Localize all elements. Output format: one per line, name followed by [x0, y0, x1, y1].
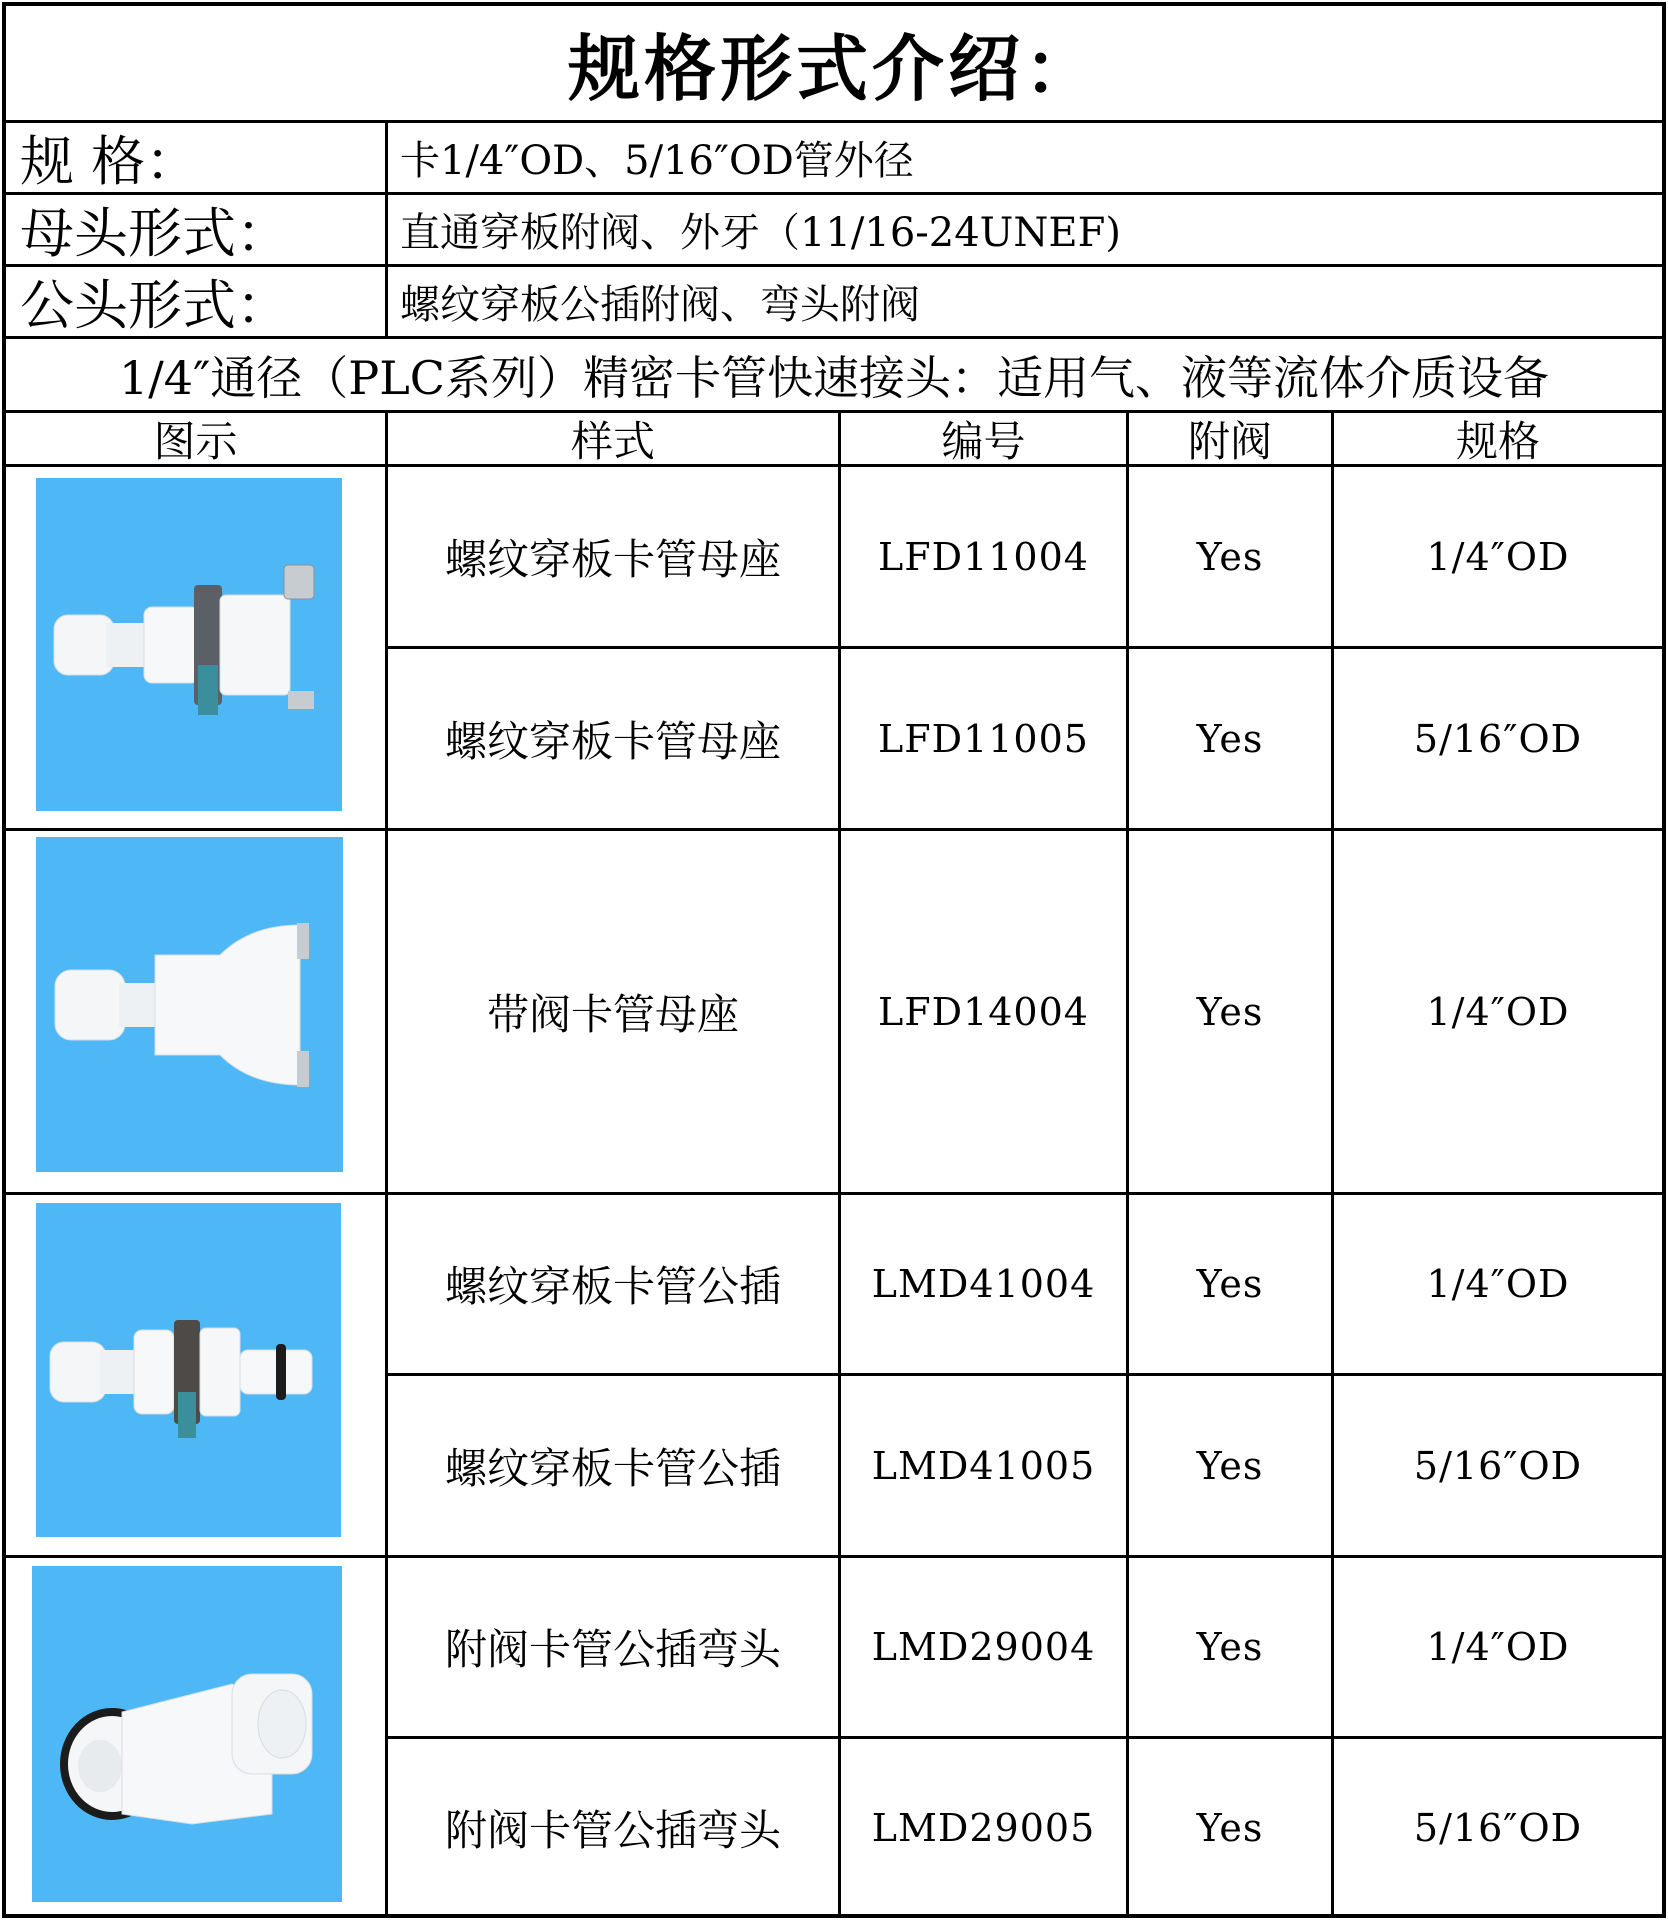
- table-row-code: LMD41004: [871, 1262, 1096, 1306]
- table-row-spec: 5/16″OD: [1413, 1805, 1583, 1850]
- spec-value-size: 卡1/4″OD、5/16″OD管外径: [400, 138, 914, 184]
- table-row-spec: 1/4″OD: [1426, 1625, 1570, 1669]
- column-header-code: 编号: [941, 416, 1026, 464]
- spec-label-size: 规 格：: [20, 130, 200, 192]
- spec-value-female: 直通穿板附阀、外牙（11/16-24UNEF): [400, 210, 1121, 256]
- table-row-style: 附阀卡管公插弯头: [444, 1805, 781, 1855]
- table-row-spec: 1/4″OD: [1426, 534, 1570, 579]
- bulkhead-plug-body-icon: [44, 1280, 334, 1460]
- table-row-style: 带阀卡管母座: [486, 989, 739, 1039]
- spec-value-male: 螺纹穿板公插附阀、弯头附阀: [400, 282, 920, 328]
- table-row-style: 螺纹穿板卡管公插: [444, 1262, 781, 1311]
- product-photo-male-bulkhead: [36, 1203, 341, 1537]
- table-row-code: LFD14004: [878, 989, 1089, 1034]
- table-row-valve: Yes: [1196, 534, 1264, 579]
- table-row-style: 螺纹穿板卡管公插: [444, 1443, 781, 1493]
- table-row-valve: Yes: [1196, 1625, 1264, 1669]
- product-photo-female-bulkhead: [36, 478, 342, 811]
- spec-label-female: 母头形式：: [20, 202, 290, 264]
- table-row-spec: 5/16″OD: [1413, 1443, 1583, 1488]
- table-row-code: LMD29004: [871, 1625, 1096, 1669]
- table-row-style: 附阀卡管公插弯头: [444, 1625, 781, 1674]
- product-photo-valved-female: [36, 837, 343, 1172]
- table-row-valve: Yes: [1196, 1805, 1264, 1850]
- valved-coupling-body-icon: [45, 895, 335, 1115]
- column-header-image: 图示: [153, 416, 238, 464]
- spec-label-male: 公头形式：: [20, 274, 290, 336]
- table-row-code: LMD29005: [871, 1805, 1096, 1850]
- product-photo-elbow: [32, 1566, 342, 1902]
- page-title: 规格形式介绍：: [567, 27, 1100, 111]
- table-row-code: LFD11005: [878, 716, 1089, 761]
- table-row-style: 螺纹穿板卡管母座: [444, 716, 781, 766]
- column-header-style: 样式: [570, 416, 655, 464]
- table-row-valve: Yes: [1196, 716, 1264, 761]
- table-row-code: LFD11004: [878, 534, 1089, 579]
- table-row-spec: 1/4″OD: [1426, 1262, 1570, 1306]
- series-banner: 1/4″通径（PLC系列）精密卡管快速接头：适用气、液等流体介质设备: [119, 350, 1549, 405]
- table-row-valve: Yes: [1196, 1443, 1264, 1488]
- table-row-spec: 1/4″OD: [1426, 989, 1570, 1034]
- table-row-code: LMD41005: [871, 1443, 1096, 1488]
- bulkhead-coupling-body-icon: [44, 545, 334, 745]
- column-header-spec: 规格: [1455, 416, 1540, 464]
- elbow-plug-body-icon: [42, 1614, 332, 1854]
- column-header-valve: 附阀: [1187, 416, 1272, 464]
- table-row-spec: 5/16″OD: [1413, 716, 1583, 761]
- table-row-valve: Yes: [1196, 989, 1264, 1034]
- table-row-valve: Yes: [1196, 1262, 1264, 1306]
- table-row-style: 螺纹穿板卡管母座: [444, 534, 781, 584]
